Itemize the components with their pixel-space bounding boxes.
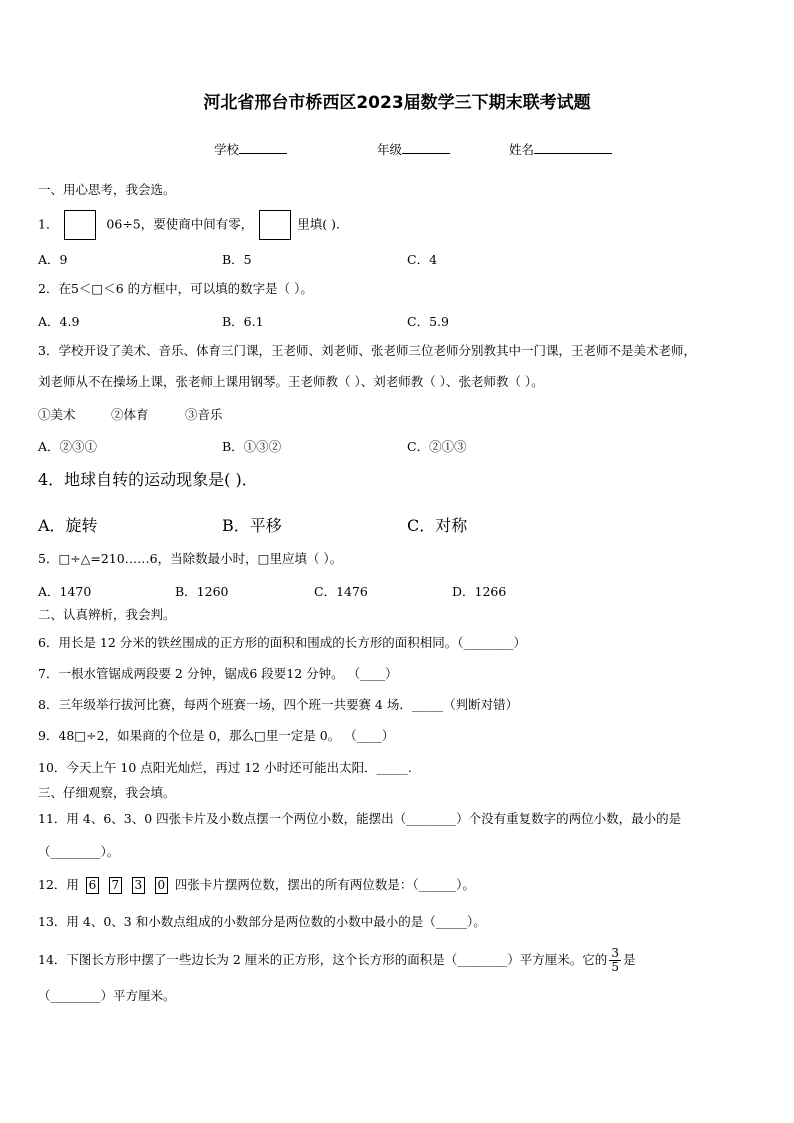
option-b[interactable]: B．①③②	[222, 439, 282, 454]
number-card: 7	[109, 877, 122, 894]
option-d[interactable]: D．1266	[452, 584, 507, 599]
question-7: 7．一根水管锯成两段要 2 分钟，锯成6 段要12 分钟。 （____）	[38, 666, 398, 681]
number-card: 0	[155, 877, 168, 894]
question-4: 4．地球自转的运动现象是( )．	[38, 470, 258, 489]
question-10: 10．今天上午 10 点阳光灿烂，再过 12 小时还可能出太阳．_____.	[38, 760, 412, 775]
section-heading-1: 一、用心思考，我会选。	[38, 182, 176, 197]
question-3-line-1: 3．学校开设了美术、音乐、体育三门课，王老师、刘老师、张老师三位老师分别教其中一门课，王老师不是美术老师，	[38, 343, 696, 358]
option-c[interactable]: C．5.9	[407, 314, 449, 329]
question-5: 5．□÷△=210……6，当除数最小时，□里应填（ ）。	[38, 551, 343, 566]
question-2: 2．在5＜□＜6 的方框中，可以填的数字是（ ）。	[38, 281, 313, 296]
question-11-line-2: （________）。	[38, 844, 120, 859]
question-11-line-1: 11．用 4、6、3、0 四张卡片及小数点摆一个两位小数，能摆出（________）个没有重复数字的两位小数，最小的是	[38, 811, 682, 826]
option-a[interactable]: A．②③①	[38, 439, 98, 454]
option-b[interactable]: B．6.1	[222, 314, 264, 329]
question-13: 13．用 4、0、3 和小数点组成的小数部分是两位数的小数中最小的是（_____）。	[38, 914, 486, 929]
question-6: 6．用长是 12 分米的铁丝围成的正方形的面积和围成的长方形的面积相同。（________）	[38, 635, 527, 650]
question-14-text-b: 是	[622, 952, 636, 967]
school-label: 学校	[214, 142, 240, 157]
grade-blank[interactable]	[402, 153, 450, 154]
question-3-line-2: 刘老师从不在操场上课，张老师上课用钢琴。王老师教（ ）、刘老师教（ ）、张老师教（ ）。	[38, 374, 544, 389]
question-12-suffix: 四张卡片摆两位数，摆出的所有两位数是：（______）。	[174, 877, 475, 892]
section-heading-3: 三、仔细观察，我会填。	[38, 785, 176, 800]
grade-field	[377, 141, 450, 159]
fraction-numerator: 3	[611, 946, 619, 960]
choice-3: ③音乐	[185, 407, 223, 422]
option-c[interactable]: C．②①③	[407, 439, 467, 454]
question-12-prefix: 12．用	[38, 877, 79, 892]
name-field	[509, 141, 612, 159]
school-field	[214, 141, 287, 159]
answer-box	[64, 210, 96, 240]
question-1-mid: 06÷5，要使商中间有零，	[106, 216, 254, 232]
answer-box	[259, 210, 291, 240]
question-1-number: 1．	[38, 216, 59, 232]
question-8: 8．三年级举行拔河比赛，每两个班赛一场，四个班一共要赛 4 场．_____（判断对错）	[38, 697, 519, 712]
option-b[interactable]: B．平移	[222, 516, 282, 535]
number-card: 6	[86, 877, 99, 894]
choice-2: ②体育	[111, 407, 149, 422]
number-card: 3	[132, 877, 145, 894]
section-heading-2: 二、认真辨析，我会判。	[38, 607, 176, 622]
fraction	[609, 947, 621, 974]
fraction-denominator: 5	[611, 960, 619, 974]
grade-label: 年级	[377, 142, 403, 157]
option-a[interactable]: A．4.9	[38, 314, 80, 329]
question-1	[38, 210, 340, 240]
question-1-end: 里填( ).	[297, 216, 340, 232]
option-c[interactable]: C．对称	[407, 516, 468, 535]
choice-1: ①美术	[38, 407, 76, 422]
page-title: 河北省邢台市桥西区2023届数学三下期末联考试题	[203, 93, 591, 113]
option-a[interactable]: A．1470	[38, 584, 92, 599]
question-14-line-2: （________）平方厘米。	[38, 988, 176, 1003]
name-label: 姓名	[509, 142, 535, 157]
option-a[interactable]: A．旋转	[38, 516, 98, 535]
option-b[interactable]: B．1260	[175, 584, 229, 599]
question-14-text-a: 14．下图长方形中摆了一些边长为 2 厘米的正方形，这个长方形的面积是（________）平方厘米。它的	[38, 952, 608, 967]
school-blank[interactable]	[239, 153, 287, 154]
question-14-line-1	[38, 943, 635, 977]
option-c[interactable]: C．4	[407, 252, 438, 267]
option-c[interactable]: C．1476	[314, 584, 368, 599]
question-12	[38, 876, 475, 894]
option-a[interactable]: A．9	[38, 252, 68, 267]
option-b[interactable]: B．5	[222, 252, 252, 267]
question-9: 9．48□÷2，如果商的个位是 0，那么□里一定是 0。 （____）	[38, 728, 395, 743]
name-blank[interactable]	[534, 153, 612, 154]
